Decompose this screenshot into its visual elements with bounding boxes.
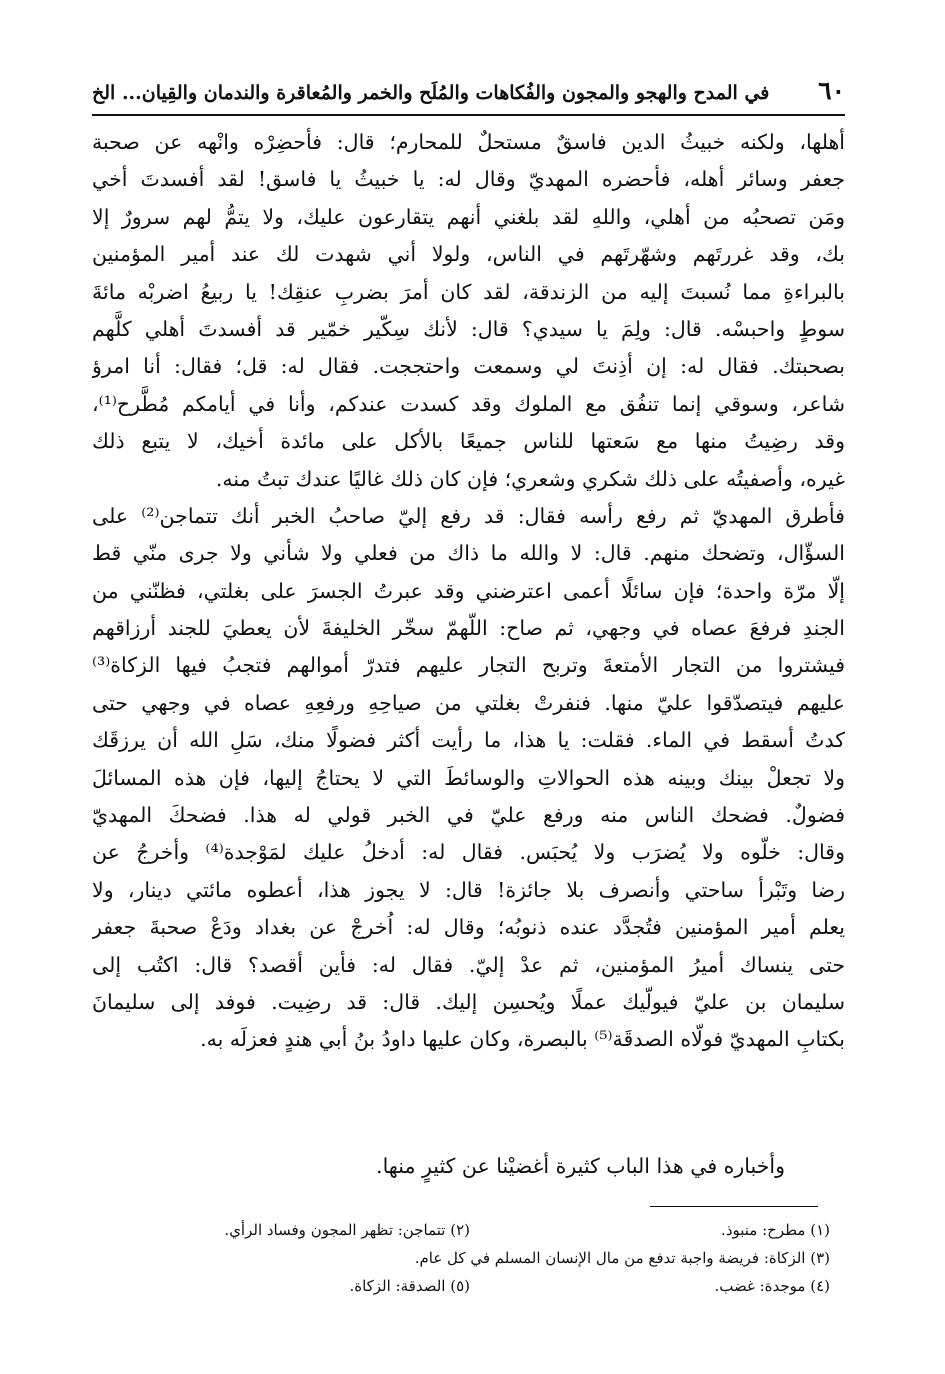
text-line: كدتُ أسقط في الماء. فقلت: يا هذا، ما رأيت أكثر فضولًا منك، سَلِ الله أن يرزقَك	[92, 728, 845, 753]
footnote-1: (١) مطرح: منبوذ.	[721, 1221, 830, 1239]
text-line: بك، وقد غررتَهم وشهّرتَهم في الناس، ولولا أني شهدت لك عند أمير المؤمنين	[92, 242, 845, 267]
text-line: ومَن تصحبُه من أهلي، واللهِ لقد بلغني أنهم يتقارعون عليك، ولا يتمُّ لهم سرورٌ إلا	[92, 204, 845, 229]
text-line: سليمان بن عليّ فيولّيك عملًا ويُحسِن إليك. قال: قد رضِيت. فوفد إلى سليمانَ	[92, 989, 845, 1014]
footnotes	[110, 1216, 830, 1300]
footnote-5: (٥) الصدقة: الزكاة.	[349, 1277, 470, 1295]
text-line: إلّا مرّة واحدة؛ فإن سائلًا أعمى اعترضني وقد عبرتُ الجسرَ على بغلتي، فظنّني من	[92, 578, 845, 603]
text-line: بالبراءةِ مما نُسبتَ إليه من الزندقة، لقد كان أمرَ بضربِ عنقِك! يا ربيعُ اضربْه مائةَ	[92, 279, 845, 304]
text-line: الجندِ فرفعَ عصاه في وجهي، ثم صاح: اللّهمّ سخّر الخليفةَ لأن يعطيَ للجند أرزاقهم	[92, 616, 845, 641]
text-line: أهلها، ولكنه خبيثُ الدين فاسقٌ مستحلٌ للمحارم؛ قال: فأحضِرْه وانْهه عن صحبة	[92, 130, 845, 154]
text-line: جعفر وسائر أهله، فأحضره المهديّ وقال له: يا خبيثُ يا فاسق! لقد أفسدتَ أخي	[92, 167, 845, 192]
text-line: ولا تجعلْ بينك وبينه هذه الحوالاتِ والوسائطَ التي لا يحتاجُ إليها، فإن هذه المسائلَ	[92, 765, 845, 790]
text-line: وقال: خلّوه ولا يُضرَب ولا يُحبَس. فقال له: أدخلُ عليك لمَوْجدة⁽⁴⁾ وأخرجُ عن	[92, 840, 845, 865]
page-header	[92, 76, 845, 110]
header-divider	[92, 114, 845, 116]
page-number: ٦٠	[818, 76, 845, 105]
text-line: سوطٍ واحبسْه. قال: ولِمَ يا سيدي؟ قال: لأنك سِكّير خمّير قد أفسدتَ أهلي كلَّهم	[92, 316, 845, 341]
text-line: رضا وتَبْرأ ساحتي وأنصرف بلا جائزة! قال: لا يجوز هذا، أعطوه مائتي دينار، ولا	[92, 877, 845, 902]
text-line: يعلم أمير المؤمنين فتُجدَّد عنده ذنوبُه؛ وقال له: اُخرجْ عن بغداد ودَعْ صحبةَ جعفر	[92, 915, 845, 940]
text-line: حتى ينساك أميرُ المؤمنين، ثم عدْ إليّ. فقال له: فأين أقصد؟ قال: اكتُب إلى	[92, 952, 845, 977]
closing-paragraph: وأخباره في هذا الباب كثيرة أغضيْنا عن كثيرٍ منها.	[376, 1154, 785, 1178]
text-line: بكتابِ المهديّ فولّاه الصدقَة⁽⁵⁾ بالبصرة، وكان عليها داودُ بنُ أبي هندٍ فعزلَه به.	[200, 1027, 845, 1052]
footnote-divider	[650, 1206, 818, 1207]
footnote-3: (٣) الزكاة: فريضة واجبة تدفع من مال الإنسان المسلم في كل عام.	[414, 1249, 830, 1267]
running-title: في المدح والهجو والمجون والفُكاهات والمُلَح والخمر والمُعاقرة والندمان والقِيان... الخ	[92, 82, 770, 104]
footnote-4: (٤) موجدة: غضب.	[714, 1277, 830, 1295]
text-line: فضولٌ. فضحك الناس منه ورفع عليّ في الخبر قولي له هذا. فضحكَ المهديّ	[92, 803, 845, 828]
text-line: غيره، وأصفيتُه على ذلك شكري وشعري؛ فإن كان ذلك غاليًا عندك تبتُ منه.	[215, 466, 845, 491]
text-line: بصحبتك. فقال له: إن أذِنتَ لي وسمعت واحتججت. فقال له: قل؛ فقال: أنا امرؤ	[92, 354, 845, 379]
text-line: فأطرق المهديّ ثم رفع رأسه فقال: قد رفع إليّ صاحبُ الخبر أنك تتماجن⁽²⁾ على	[92, 503, 845, 528]
footnote-2: (٢) تتماجن: تظهر المجون وفساد الرأي.	[224, 1221, 470, 1239]
text-line: شاعر، وسوقي إنما تنفُق مع الملوك وقد كسدت عندكم، وأنا في أيامكم مُطَّرح⁽¹⁾،	[92, 391, 845, 416]
text-line: وقد رضِيتُ منها مع سَعتها للناس جميعًا بالأكل على مائدة أخيك، لا يتبع ذلك	[92, 429, 845, 454]
text-line: فيشتروا من التجار الأمتعةَ وتربح التجار عليهم فتدرّ أموالهم فتجبُ فيها الزكاة⁽³⁾	[92, 653, 845, 678]
main-text	[92, 124, 845, 1059]
text-line: عليهم فيتصدّقوا عليّ منها. فنفرتْ بغلتي من صياحِهِ ورفعِهِ عصاه في وجهي حتى	[92, 690, 845, 715]
text-line: السؤّال، وتضحك منهم. قال: لا والله ما ذاك من فعلي ولا شأني ولا جرى منّي قط	[92, 541, 845, 566]
